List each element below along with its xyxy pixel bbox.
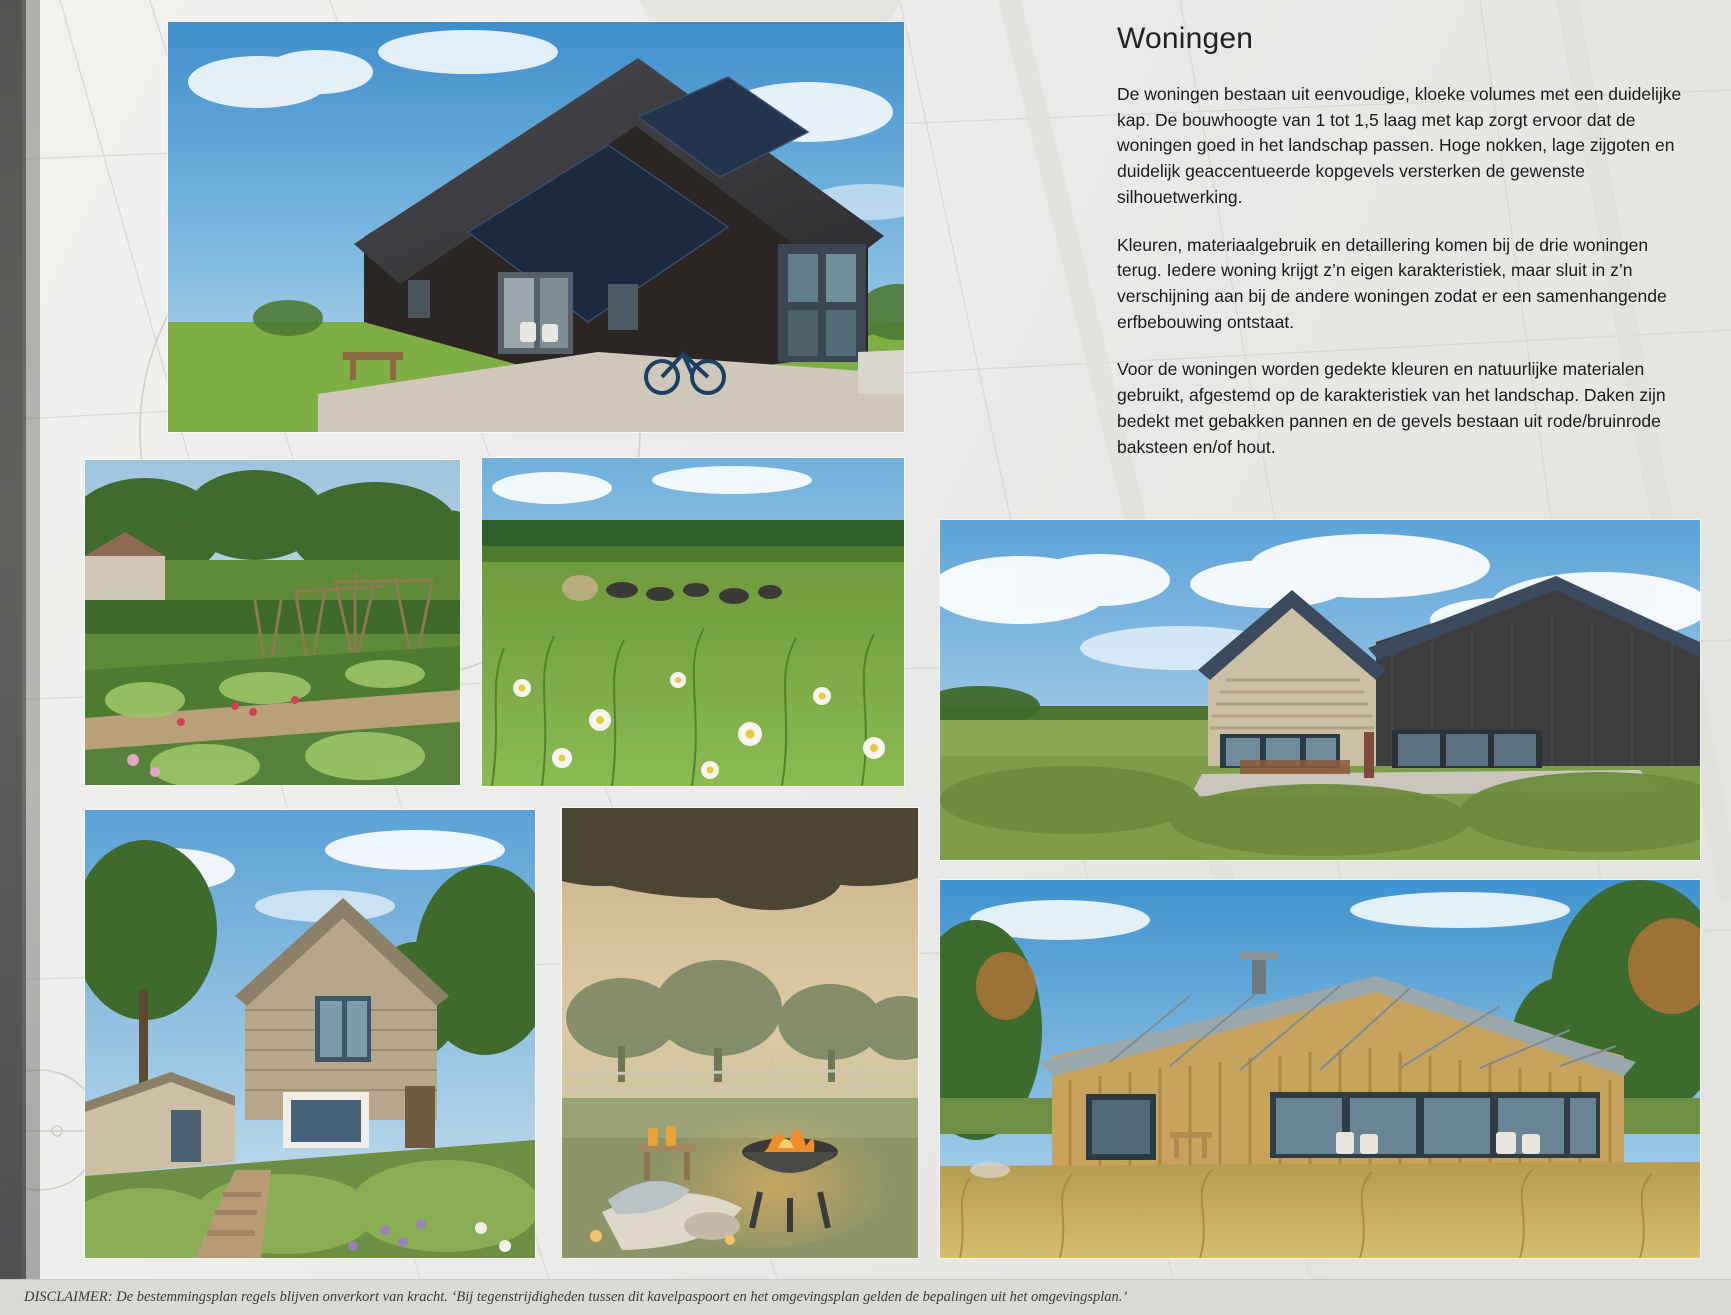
photo-timber-slat-house: [940, 880, 1700, 1258]
disclaimer-text: DISCLAIMER: De bestemmingsplan regels blijven onverkort van kracht. ‘Bij tegenstrijdigheden tussen dit kavelpaspoort en het omgevingsplan gelden de bepalingen uit het omgevingsplan.’: [24, 1289, 1128, 1305]
photo-campfire-dusk: [562, 808, 918, 1258]
text-column: [1117, 22, 1692, 482]
paragraph-3: Voor de woningen worden gedekte kleuren en natuurlijke materialen gebruikt, afgestemd op de karakteristiek van het landschap. Daken zijn bedekt met gebakken pannen en de gevels bestaan uit rode/bruinrode baksteen en/of hout.: [1117, 359, 1666, 457]
photo-black-barn-house: [168, 22, 904, 432]
left-edge-band-secondary: [22, 0, 40, 1315]
photo-dark-barn-landscape: [940, 520, 1700, 860]
photo-vegetable-garden: [85, 460, 460, 785]
photo-wooden-house-garden: [85, 810, 535, 1258]
paragraph-2: Kleuren, materiaalgebruik en detaillering komen bij de drie woningen terug. Iedere woning krijgt z’n eigen karakteristiek, maar sluit in z’n verschijning aan bij de andere woningen zodat er een samenhangende erfbebouwing ontstaat.: [1117, 234, 1667, 332]
page-title: Woningen: [1117, 22, 1254, 55]
photo-meadow-flowers: [482, 458, 904, 786]
paragraph-1: De woningen bestaan uit eenvoudige, kloeke volumes met een duidelijke kap. De bouwhoogte van 1 tot 1,5 laag met kap zorgt ervoor dat de woningen goed in het landschap passen. Hoge nokken, lage zijgoten en duidelijk geaccentueerde kopgevels versterken de gewenste silhouetwerking.: [1117, 84, 1682, 207]
